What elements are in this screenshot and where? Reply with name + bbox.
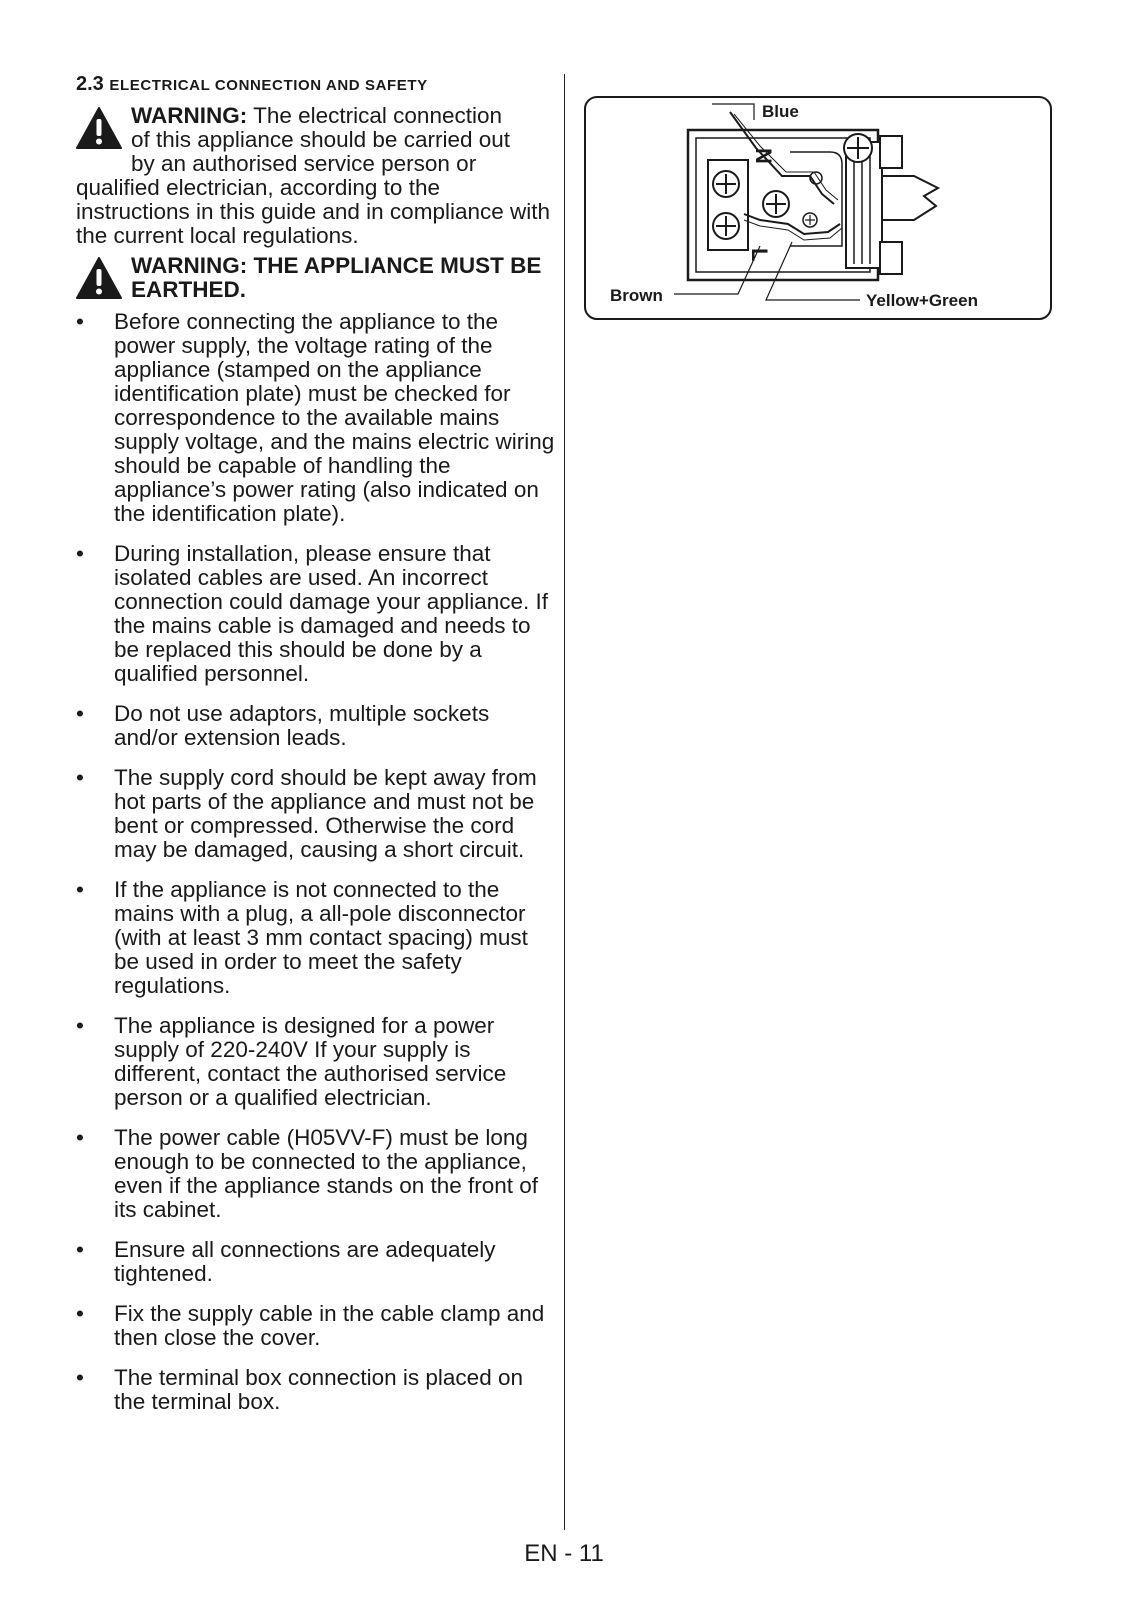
list-item <box>76 1014 556 1110</box>
list-item <box>76 766 556 862</box>
earth-screw-icon <box>803 213 817 227</box>
list-item <box>76 542 556 686</box>
list-item-text: During installation, please ensure that isolated cables are used. An incorrect connection could damage your appliance. If the mains cable is damaged and needs to be replaced this should be done by a qualified personnel. <box>114 541 549 686</box>
list-item-text: Do not use adaptors, multiple sockets and/or extension leads. <box>114 701 490 750</box>
warning1-line3: by an authorised service person or <box>131 151 477 176</box>
section-heading <box>76 72 556 98</box>
list-item <box>76 702 556 750</box>
label-yellow-green: Yellow+Green <box>866 291 978 310</box>
list-item-text: The appliance is designed for a power supply of 220-240V If your supply is different, contact the authorised service person or a qualified electrician. <box>114 1013 507 1110</box>
warning1-rest: qualified electrician, according to the instructions in this guide and in compliance with the current local regulations. <box>76 175 551 248</box>
page-number: EN - 11 <box>524 1540 604 1567</box>
bullet-symbol: • <box>76 1013 84 1038</box>
list-item-text: Before connecting the appliance to the power supply, the voltage rating of the appliance (stamped on the appliance identification plate) must be checked for correspondence to the available mains supply voltage, and the mains electric wiring should be capable of handling the appliance’s power rating (also indicated on the identification plate). <box>114 309 555 526</box>
screw-terminal-middle <box>763 191 789 217</box>
bullet-symbol: • <box>76 309 84 334</box>
list-item-text: The supply cord should be kept away from hot parts of the appliance and must not be bent or compressed. Otherwise the cord may be damaged, causing a short circuit. <box>114 765 537 862</box>
warning1-line1 <box>76 104 556 128</box>
warning1-line2: of this appliance should be carried out <box>131 127 510 152</box>
bullet-symbol: • <box>76 765 84 790</box>
bullet-symbol: • <box>76 1365 84 1390</box>
warning1-line1-text: The electrical connection <box>253 103 502 128</box>
warning2-text: WARNING: THE APPLIANCE MUST BE EARTHED. <box>131 253 542 302</box>
list-item-text: If the appliance is not connected to the mains with a plug, a all-pole disconnector (with at least 3 mm contact spacing) must be used in order to meet the safety regulations. <box>114 877 528 998</box>
list-item <box>76 1366 556 1414</box>
terminal-box-wiring-diagram <box>584 96 1052 322</box>
terminal-l-label: L <box>747 248 772 262</box>
list-item <box>76 878 556 998</box>
bullet-symbol: • <box>76 1237 84 1262</box>
label-brown: Brown <box>610 286 663 305</box>
section-title: ELECTRICAL CONNECTION AND SAFETY <box>109 77 428 94</box>
list-item-text: The power cable (H05VV-F) must be long enough to be connected to the appliance, even if the appliance stands on the front of its cabinet. <box>114 1125 539 1222</box>
bullet-symbol: • <box>76 701 84 726</box>
warning-electrical-connection <box>76 104 556 248</box>
bullet-symbol: • <box>76 1125 84 1150</box>
safety-list <box>76 310 556 1414</box>
screw-terminal-l <box>713 213 739 239</box>
list-item-text: Ensure all connections are adequately tightened. <box>114 1237 496 1286</box>
list-item-text: Fix the supply cable in the cable clamp and then close the cover. <box>114 1301 545 1350</box>
terminal-n-label: N <box>751 148 776 164</box>
list-item <box>76 1238 556 1286</box>
warning1-label: WARNING: <box>131 103 248 128</box>
warning-triangle-icon <box>75 256 123 300</box>
list-item <box>76 310 556 526</box>
screw-terminal-n <box>713 171 739 197</box>
list-item <box>76 1302 556 1350</box>
warning-earthed <box>76 254 556 302</box>
bullet-symbol: • <box>76 541 84 566</box>
bullet-symbol: • <box>76 877 84 902</box>
label-blue: Blue <box>762 102 799 121</box>
section-number: 2.3 <box>76 73 104 95</box>
list-item-text: The terminal box connection is placed on the terminal box. <box>114 1365 523 1414</box>
list-item <box>76 1126 556 1222</box>
screw-top-right <box>844 134 872 162</box>
bullet-symbol: • <box>76 1301 84 1326</box>
warning-triangle-icon <box>75 106 123 150</box>
left-column <box>76 72 556 1430</box>
column-divider <box>564 74 565 1530</box>
